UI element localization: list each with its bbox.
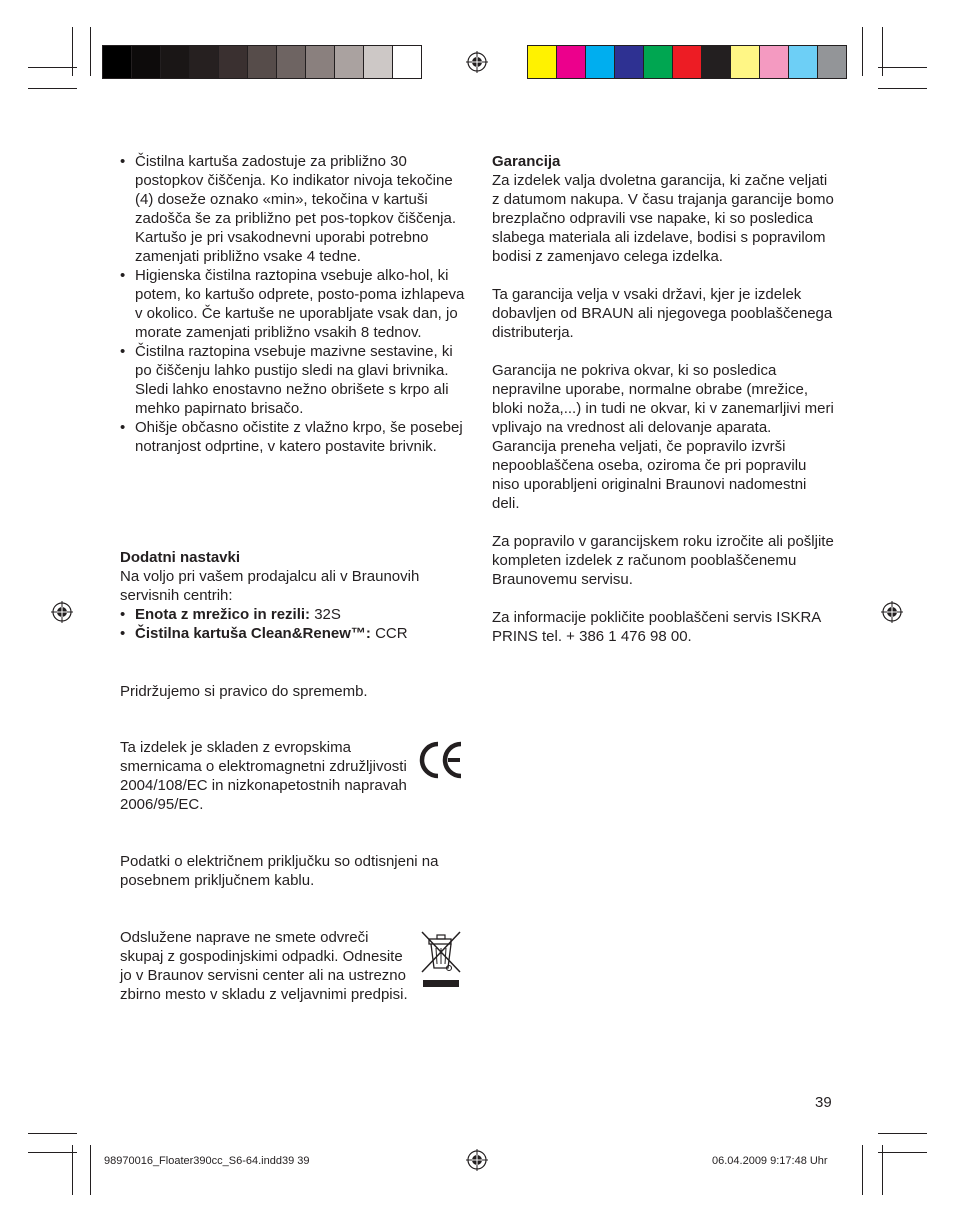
registration-mark-icon bbox=[881, 601, 903, 623]
color-swatch bbox=[393, 46, 421, 78]
crop-mark bbox=[28, 1133, 77, 1134]
color-swatch bbox=[818, 46, 846, 78]
accessory-label: Enota z mrežico in rezili: bbox=[135, 606, 311, 623]
warranty-paragraph: Za popravilo v garancijskem roku izročite ali pošljite kompleten izdelek z računom pooblaščenemu Braunovemu servisu. bbox=[492, 533, 834, 588]
list-item: • Ohišje občasno očistite z vlažno krpo, še posebej notranjost odprtine, v katero postavite brivnik. bbox=[120, 418, 468, 456]
crop-mark bbox=[862, 1145, 863, 1195]
color-swatch bbox=[277, 46, 306, 78]
electrical-note: Podatki o električnem priključku so odtisnjeni na posebnem priključnem kablu. bbox=[120, 853, 439, 889]
process-color-bar bbox=[527, 45, 847, 79]
color-swatch bbox=[132, 46, 161, 78]
accessories-intro: Na voljo pri vašem prodajalcu ali v Braunovih servisnih centrih: bbox=[120, 568, 420, 604]
crossed-out-bin-icon bbox=[419, 928, 463, 990]
accessory-item bbox=[120, 605, 468, 624]
color-swatch bbox=[248, 46, 277, 78]
color-swatch bbox=[335, 46, 364, 78]
warranty-paragraph: Ta garancija velja v vsaki državi, kjer je izdelek dobavljen od BRAUN ali njegovega pooblaščenega distributerja. bbox=[492, 286, 833, 341]
crop-mark bbox=[28, 1152, 77, 1153]
ce-mark-icon bbox=[418, 740, 464, 780]
crop-mark bbox=[72, 27, 73, 76]
footer-file-info: 98970016_Floater390cc_S6-64.indd39 39 bbox=[104, 1155, 310, 1167]
ce-declaration: Ta izdelek je skladen z evropskima smernicama o elektromagnetni združljivosti 2004/108/EC in nizkonapetostnih napravah 2006/95/EC. bbox=[120, 739, 407, 813]
grayscale-color-bar bbox=[102, 45, 422, 79]
color-swatch bbox=[557, 46, 586, 78]
registration-mark-icon bbox=[466, 1149, 488, 1171]
crop-mark bbox=[28, 88, 77, 89]
warranty-paragraph: Za izdelek valja dvoletna garancija, ki začne veljati z datumom nakupa. V času trajanja garancije bomo brezplačno odpravili vse napake, ki so posledica slabega materiala ali izdelave, bodisi s popravilom bodisi z zamenjavo celega izdelka. bbox=[492, 172, 834, 265]
registration-mark-icon bbox=[51, 601, 73, 623]
rights-note: Pridržujemo si pravico do sprememb. bbox=[120, 683, 368, 700]
color-swatch bbox=[615, 46, 644, 78]
warranty-paragraph: Garancija ne pokriva okvar, ki so posledica nepravilne uporabe, normalne obrabe (mrežice, bloki noža,...) in tudi ne okvar, ki v zanemarljivi meri vplivajo na vrednost ali delovanje aparata. bbox=[492, 362, 834, 436]
warranty-heading: Garancija bbox=[492, 153, 561, 170]
color-swatch bbox=[789, 46, 818, 78]
page-number: 39 bbox=[815, 1094, 832, 1111]
crop-mark bbox=[882, 27, 883, 76]
warranty-paragraph: Za informacije pokličite pooblaščeni servis ISKRA PRINS tel. + 386 1 476 98 00. bbox=[492, 609, 821, 645]
warranty-section bbox=[492, 152, 838, 646]
color-swatch bbox=[528, 46, 557, 78]
crop-mark bbox=[90, 1145, 91, 1195]
disposal-note: Odslužene naprave ne smete odvreči skupaj z gospodinjskimi odpadki. Odnesite jo v Braunov servisni center ali na ustrezno zbirno mesto v skladu z veljavnimi predpisi. bbox=[120, 929, 408, 1003]
color-swatch bbox=[364, 46, 393, 78]
list-item: • Čistilna kartuša zadostuje za približno 30 postopkov čiščenja. Ko indikator nivoja tekočine (4) doseže oznako «min», tekočina v kartuši zadošča še za približno pet pos-topkov čiščenja. Kartušo je pri vsakodnevni uporabi potrebno zamenjati približno vsake 4 tedne. bbox=[120, 152, 468, 266]
registration-mark-icon bbox=[466, 51, 488, 73]
accessory-code: 32S bbox=[314, 606, 341, 623]
color-swatch bbox=[190, 46, 219, 78]
cleaning-cartridge-notes bbox=[120, 152, 468, 456]
crop-mark bbox=[90, 27, 91, 76]
list-item: • Higienska čistilna raztopina vsebuje alko-hol, ki potem, ko kartušo odprete, posto-poma izhlapeva v okolico. Če kartuše ne uporabljate vsak dan, jo morate zamenjati približno vsakih 8 tednov. bbox=[120, 266, 468, 342]
color-swatch bbox=[103, 46, 132, 78]
crop-mark bbox=[878, 1133, 927, 1134]
color-swatch bbox=[760, 46, 789, 78]
color-swatch bbox=[219, 46, 248, 78]
footer-timestamp: 06.04.2009 9:17:48 Uhr bbox=[712, 1155, 828, 1167]
color-swatch bbox=[702, 46, 731, 78]
color-swatch bbox=[306, 46, 335, 78]
accessories-heading: Dodatni nastavki bbox=[120, 549, 241, 566]
color-swatch bbox=[161, 46, 190, 78]
list-item: • Čistilna raztopina vsebuje mazivne sestavine, ki po čiščenju lahko pustijo sledi na glavi brivnika. Sledi lahko enostavno nežno obrišete s krpo ali mehko papirnato brisačo. bbox=[120, 342, 468, 418]
accessory-label: Čistilna kartuša Clean&Renew™: bbox=[135, 625, 371, 642]
color-swatch bbox=[673, 46, 702, 78]
crop-mark bbox=[878, 1152, 927, 1153]
color-swatch bbox=[644, 46, 673, 78]
accessory-code: CCR bbox=[375, 625, 408, 642]
crop-mark bbox=[28, 67, 77, 68]
color-swatch bbox=[586, 46, 615, 78]
accessory-item bbox=[120, 624, 468, 643]
accessories-section bbox=[120, 548, 468, 643]
crop-mark bbox=[878, 67, 927, 68]
color-swatch bbox=[731, 46, 760, 78]
warranty-paragraph: Garancija preneha veljati, če popravilo izvrši nepooblaščena oseba, oziroma če pri popravilu niso uporabljeni originalni Braunovi nadomestni deli. bbox=[492, 438, 807, 512]
crop-mark bbox=[878, 88, 927, 89]
crop-mark bbox=[862, 27, 863, 76]
